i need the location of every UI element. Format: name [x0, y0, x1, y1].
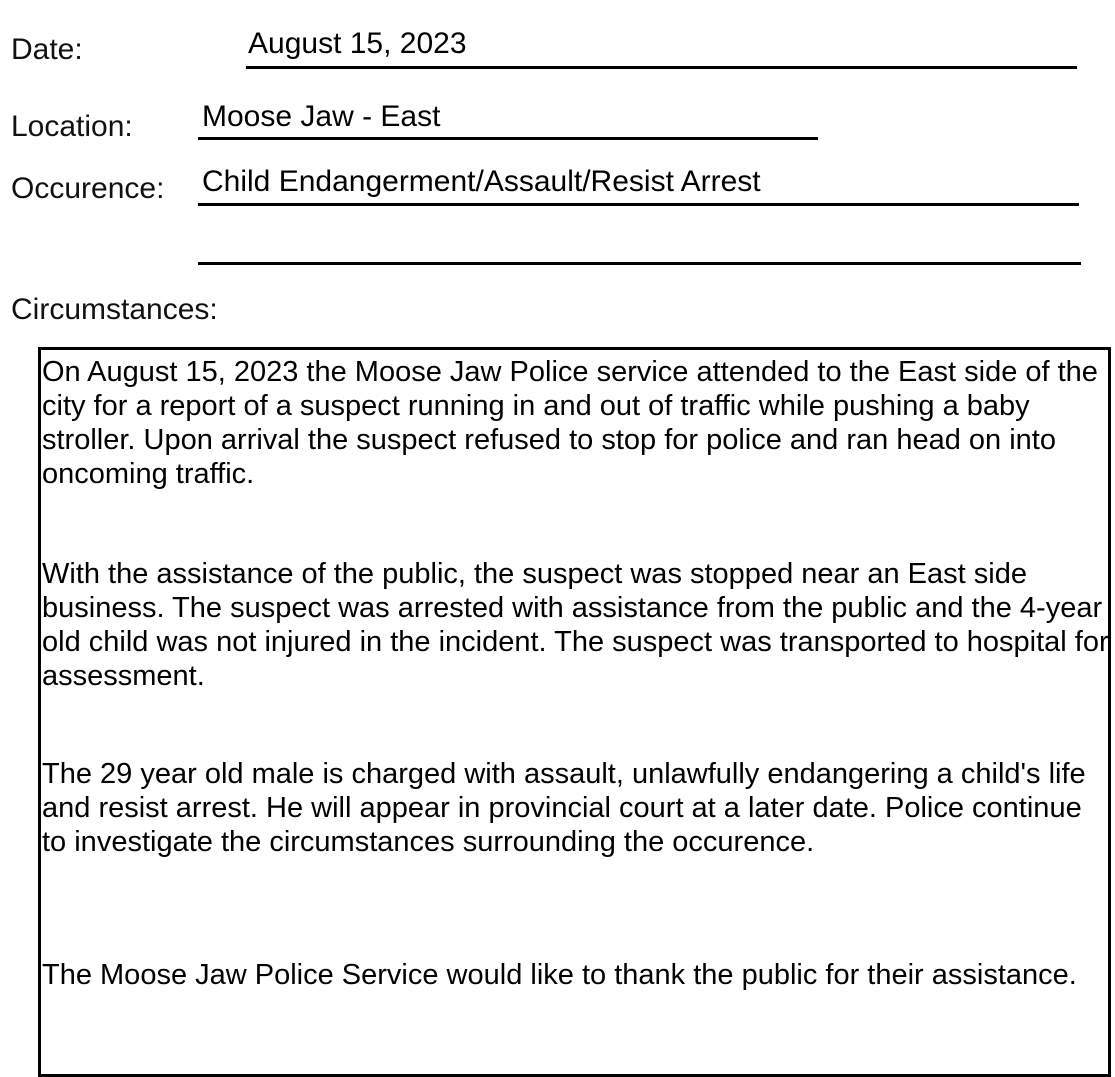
- occurence-label: Occurence:: [11, 172, 165, 205]
- occurence-value: Child Endangerment/Assault/Resist Arrest: [202, 165, 761, 198]
- circumstances-paragraph-2: With the assistance of the public, the suspect was stopped near an East side business. The suspect was arrested with assistance from the public and the 4-year old child was not injured in the incident. The suspect was transported to hospital for assessment.: [42, 558, 1109, 692]
- circumstances-paragraph-4: The Moose Jaw Police Service would like to thank the public for their assistance.: [42, 959, 1077, 991]
- location-underline: [198, 137, 818, 140]
- occurence-underline-2: [198, 262, 1081, 265]
- date-underline: [246, 66, 1077, 69]
- date-label: Date:: [11, 33, 83, 66]
- date-value: August 15, 2023: [248, 27, 467, 60]
- circumstances-paragraph-1: On August 15, 2023 the Moose Jaw Police service attended to the East side of the city for a report of a suspect running in and out of traffic while pushing a baby stroller. Upon arrival the suspect refused to stop for police and ran head on into oncoming traffic.: [42, 356, 1098, 490]
- location-label: Location:: [11, 110, 133, 143]
- circumstances-label: Circumstances:: [11, 293, 218, 326]
- circumstances-paragraph-3: The 29 year old male is charged with assault, unlawfully endangering a child's life and resist arrest. He will appear in provincial court at a later date. Police continue to investigate the circumstances surrounding the occurence.: [42, 758, 1086, 858]
- location-value: Moose Jaw - East: [202, 100, 441, 133]
- occurence-underline: [198, 203, 1079, 206]
